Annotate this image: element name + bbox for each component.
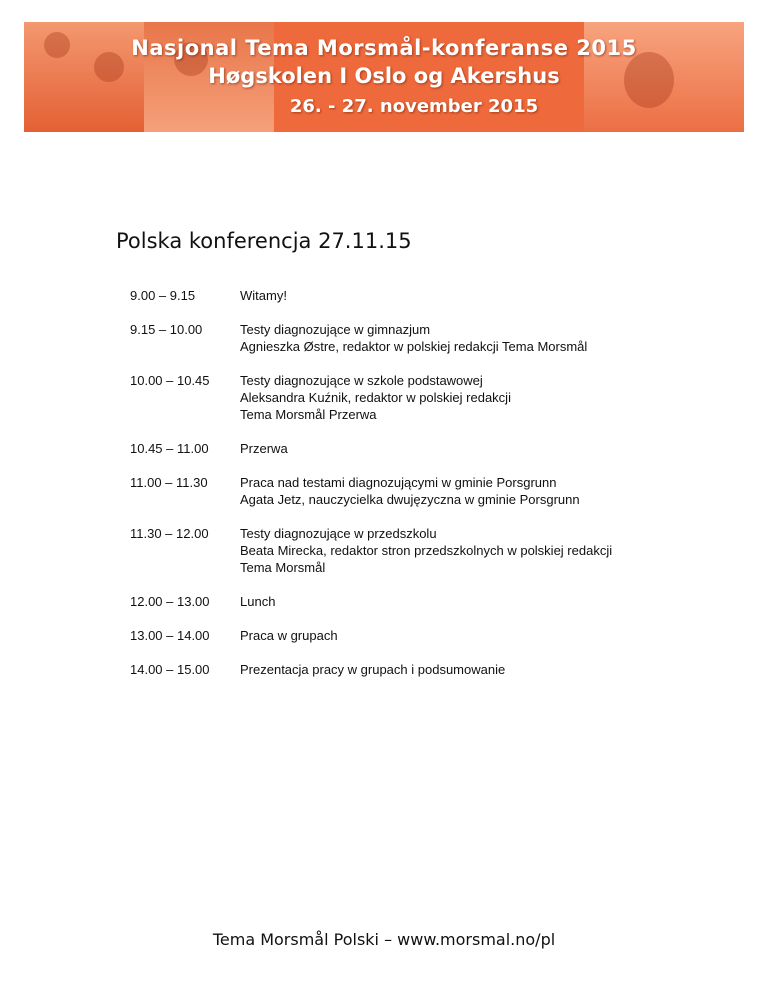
- schedule-line: Testy diagnozujące w szkole podstawowej: [240, 373, 483, 388]
- schedule-description: [240, 627, 660, 661]
- schedule-line: Prezentacja pracy w grupach i podsumowanie: [240, 662, 506, 677]
- conference-banner: [24, 22, 744, 132]
- schedule-row: [130, 440, 660, 474]
- schedule-row: [130, 372, 660, 440]
- schedule-line: Tema Morsmål Przerwa: [240, 407, 377, 422]
- schedule-description: [240, 287, 660, 321]
- page-title: Polska konferencja 27.11.15: [116, 229, 412, 253]
- schedule-line: Witamy!: [240, 288, 287, 303]
- schedule-time: 9.00 – 9.15: [130, 288, 196, 303]
- schedule-description: [240, 321, 660, 372]
- schedule-time: 11.00 – 11.30: [130, 475, 208, 490]
- schedule-time: 13.00 – 14.00: [130, 628, 210, 643]
- schedule-row: [130, 474, 660, 525]
- schedule-time: 11.30 – 12.00: [130, 526, 209, 541]
- schedule-line: Praca nad testami diagnozującymi w gminie Porsgrunn: [240, 475, 557, 490]
- schedule-description: [240, 661, 660, 695]
- schedule-row: [130, 661, 660, 695]
- banner-dates: 26. - 27. november 2015: [289, 96, 539, 117]
- schedule-table: [130, 287, 660, 695]
- schedule-time: 10.00 – 10.45: [130, 373, 210, 388]
- schedule-row: [130, 287, 660, 321]
- schedule-description: [240, 525, 660, 593]
- schedule-line: Lunch: [240, 594, 276, 609]
- schedule-row: [130, 627, 660, 661]
- schedule-line: Przerwa: [240, 441, 288, 456]
- schedule-time: 12.00 – 13.00: [130, 594, 210, 609]
- schedule-description: [240, 372, 660, 440]
- schedule-row: [130, 321, 660, 372]
- schedule-line: Tema Morsmål: [240, 560, 326, 575]
- schedule-row: [130, 525, 660, 593]
- schedule-line: Testy diagnozujące w gimnazjum: [240, 322, 431, 337]
- schedule-line: Aleksandra Kuźnik, redaktor w polskiej redakcji: [240, 390, 511, 405]
- banner-venue: Høgskolen I Oslo og Akershus: [208, 64, 560, 88]
- schedule-description: [240, 593, 660, 627]
- footer-text: Tema Morsmål Polski – www.morsmal.no/pl: [212, 930, 556, 949]
- schedule-row: [130, 593, 660, 627]
- schedule-line: Agata Jetz, nauczycielka dwujęzyczna w gminie Porsgrunn: [240, 492, 580, 507]
- schedule-line: Beata Mirecka, redaktor stron przedszkolnych w polskiej redakcji: [240, 543, 613, 558]
- schedule-description: [240, 474, 660, 525]
- schedule-line: Agnieszka Østre, redaktor w polskiej redakcji Tema Morsmål: [240, 339, 588, 354]
- schedule-time: 10.45 – 11.00: [130, 441, 209, 456]
- schedule-line: Testy diagnozujące w przedszkolu: [240, 526, 437, 541]
- banner-title: Nasjonal Tema Morsmål-konferanse 2015: [131, 36, 637, 60]
- schedule-time: 9.15 – 10.00: [130, 322, 203, 337]
- schedule-line: Praca w grupach: [240, 628, 338, 643]
- schedule-time: 14.00 – 15.00: [130, 662, 210, 677]
- schedule-description: [240, 440, 660, 474]
